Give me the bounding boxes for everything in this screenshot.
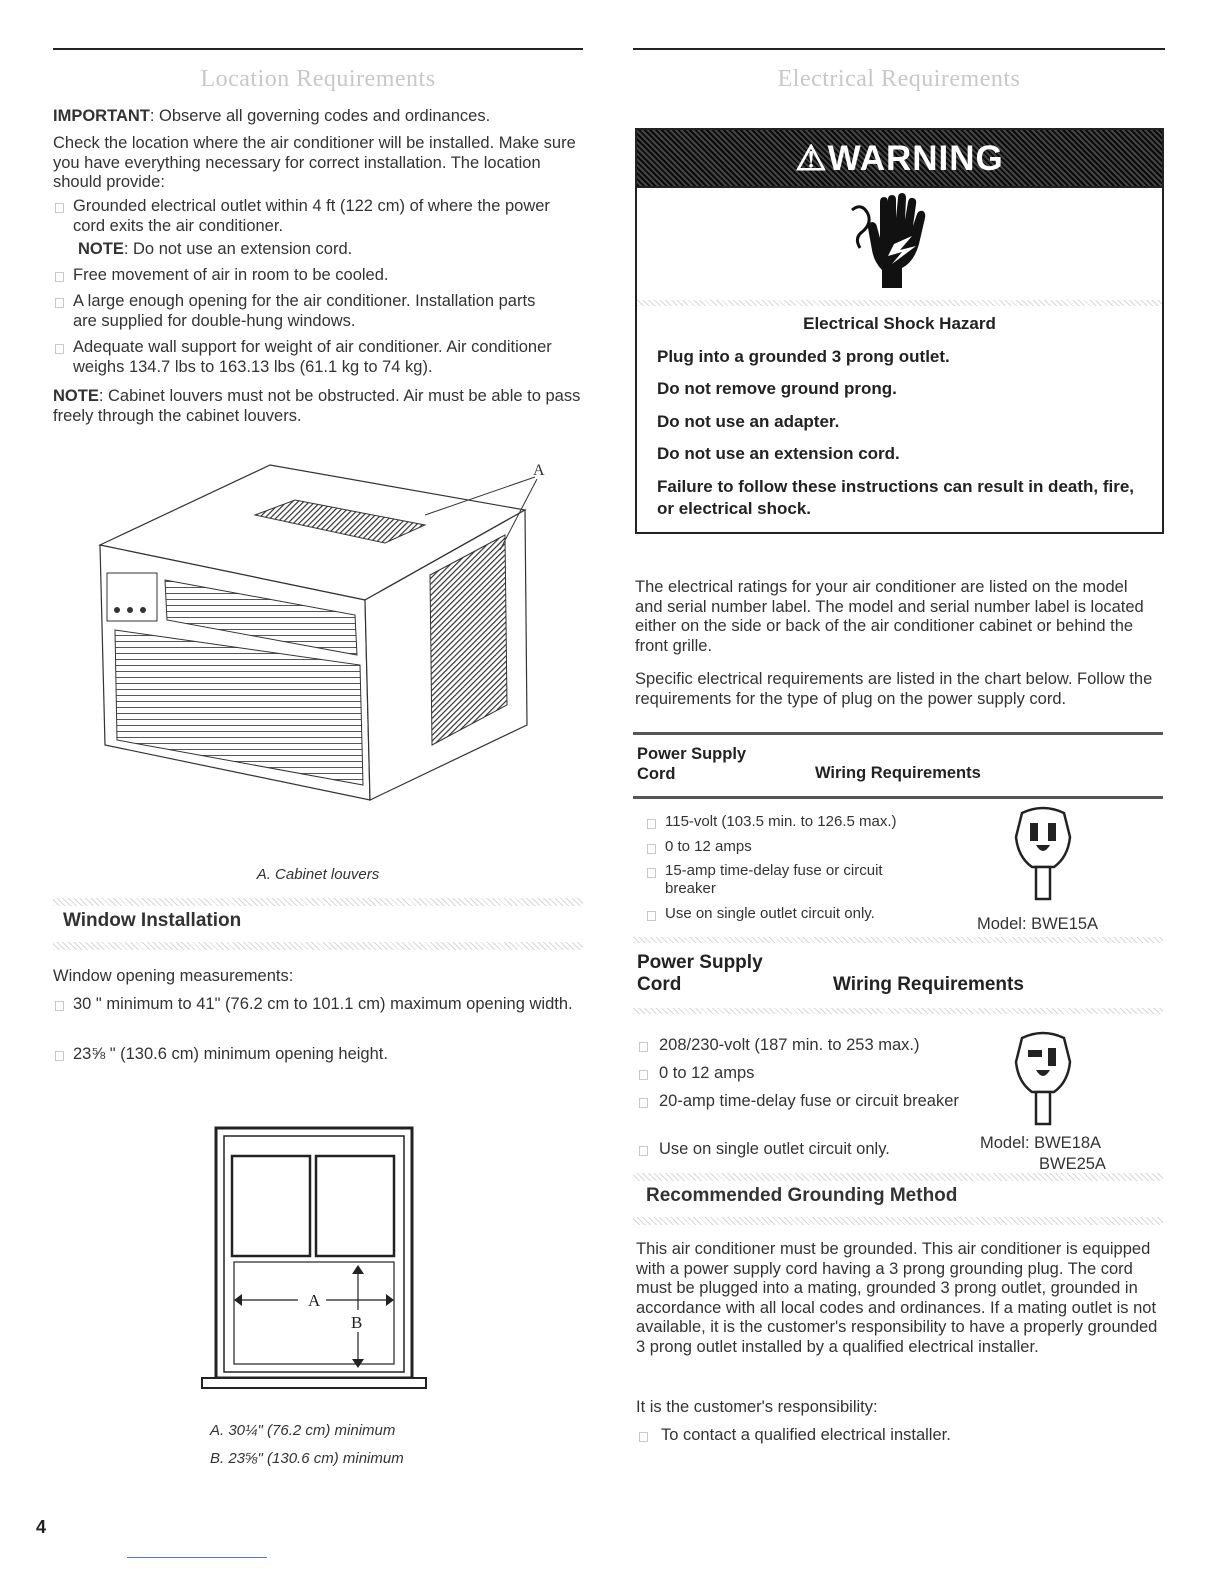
right-top-rule	[633, 48, 1165, 50]
table2-bullet-amps: 0 to 12 amps	[637, 1064, 979, 1084]
table1-col-wiring: Wiring Requirements	[815, 764, 981, 782]
grounding-title: Recommended Grounding Method	[646, 1185, 958, 1206]
important-label: IMPORTANT	[53, 107, 150, 125]
table1-col-power-supply	[637, 744, 746, 784]
location-bullet-air: Free movement of air in room to be cooled.	[53, 266, 563, 286]
electrical-requirements-title: Electrical Requirements	[777, 66, 1021, 92]
warning-banner: ⚠WARNING	[637, 130, 1162, 186]
cabinet-louvers-caption: A. Cabinet louvers	[256, 866, 380, 883]
table1-bottom-band	[633, 937, 1163, 943]
warning-separator-band	[637, 300, 1162, 306]
electrical-shock-hazard: Electrical Shock Hazard	[803, 314, 996, 333]
table1-col1-line2: Cord	[637, 765, 676, 783]
location-intro: Check the location where the air conditioner will be installed. Make sure you have everything necessary for correct installation. The location should provide:	[53, 134, 576, 191]
table1-header-rule	[633, 796, 1163, 799]
warning-line-2: Do not remove ground prong.	[657, 379, 897, 398]
dimension-label-b: B	[351, 1313, 363, 1332]
window-heading-bottom-band	[53, 942, 583, 950]
customer-responsibility: It is the customer's responsibility:	[636, 1398, 878, 1416]
table2-col1-line2: Cord	[637, 974, 682, 995]
footer-line	[127, 1557, 267, 1558]
location-bullet-wall: Adequate wall support for weight of air conditioner. Air conditioner weighs 134.7 lbs to 163.13 lbs (61.1 kg to 74 kg).	[53, 338, 583, 377]
caption-dimension-b: B. 23⅝" (130.6 cm) minimum	[210, 1450, 404, 1467]
electrical-ratings-paragraph: The electrical ratings for your air conditioner are listed on the model and serial number label. The model and serial number label is located either on the side or back of the air conditioner cabinet or behind the front grille.	[635, 578, 1144, 655]
location-bullet-opening: A large enough opening for the air conditioner. Installation parts are supplied for double-hung windows.	[53, 292, 563, 331]
table1-model: Model: BWE15A	[977, 915, 1099, 933]
window-diagram	[198, 1122, 430, 1392]
note-extension-cord	[78, 240, 558, 260]
table2-header-band	[633, 1008, 1163, 1014]
dimension-label-a: A	[308, 1291, 321, 1310]
warning-banner-bottom-rule	[637, 186, 1162, 188]
grounding-bullet-installer: To contact a qualified electrical installer.	[637, 1426, 1161, 1446]
warning-line-3: Do not use an adapter.	[657, 412, 840, 431]
note1-text: : Do not use an extension cord.	[123, 240, 353, 258]
table1-bullet-circuit: Use on single outlet circuit only.	[645, 905, 965, 923]
table2-bullet-circuit: Use on single outlet circuit only.	[637, 1140, 979, 1160]
table2-col1-line1: Power Supply	[637, 952, 763, 973]
warning-box	[635, 128, 1164, 534]
plug-20a-icon	[1010, 1030, 1076, 1130]
note2-text: : Cabinet louvers must not be obstructed. Air must be able to pass freely through the cabinet louvers.	[53, 387, 581, 425]
left-top-rule	[53, 48, 583, 50]
air-conditioner-illustration	[95, 455, 555, 815]
location-bullet-outlet: Grounded electrical outlet within 4 ft (122 cm) of where the power cord exits the air conditioner.	[53, 197, 563, 236]
window-intro: Window opening measurements:	[53, 967, 294, 985]
important-line	[53, 107, 583, 127]
table2-bullet-fuse: 20-amp time-delay fuse or circuit breaker	[637, 1092, 959, 1112]
note-louvers	[53, 387, 583, 426]
grounding-heading-bottom-band	[633, 1217, 1163, 1225]
table2-bullet-voltage: 208/230-volt (187 min. to 253 max.)	[637, 1036, 979, 1056]
table2-col-wiring: Wiring Requirements	[833, 974, 1024, 995]
window-heading-top-band	[53, 898, 583, 906]
plug-15a-icon	[1010, 805, 1076, 905]
table2-col-power-supply	[637, 952, 763, 996]
table2-model-2: BWE25A	[1039, 1155, 1106, 1173]
table1-top-rule	[633, 732, 1163, 735]
window-installation-title: Window Installation	[63, 910, 242, 931]
table1-bullet-fuse: 15-amp time-delay fuse or circuit breaker	[645, 862, 925, 898]
grounding-paragraph: This air conditioner must be grounded. This air conditioner is equipped with a power supply cord having a 3 prong grounding plug. The cord must be plugged into a mating, grounded 3 prong outlet, grounded in accordance with all local codes and ordinances. If a mating outlet is not available, it is the customer's responsibility to have a properly grounded 3 prong outlet installed by a qualified electrical installer.	[636, 1240, 1158, 1356]
location-requirements-title: Location Requirements	[200, 66, 436, 92]
electric-shock-hand-icon	[842, 192, 942, 292]
page-number: 4	[36, 1517, 47, 1537]
note2-label: NOTE	[53, 387, 99, 405]
window-bullet-width: 30 " minimum to 41" (76.2 cm to 101.1 cm) maximum opening width.	[53, 995, 583, 1015]
warning-line-1: Plug into a grounded 3 prong outlet.	[657, 347, 950, 366]
note1-label: NOTE	[78, 240, 124, 258]
table1-bullet-amps: 0 to 12 amps	[645, 838, 965, 856]
warning-line-4: Do not use an extension cord.	[657, 444, 900, 463]
important-text: : Observe all governing codes and ordinances.	[149, 107, 491, 125]
figure-label-a: A	[533, 462, 545, 479]
table2-model-1: Model: BWE18A	[980, 1134, 1102, 1152]
window-bullet-height: 23⅝ " (130.6 cm) minimum opening height.	[53, 1045, 583, 1065]
grounding-heading-top-band	[633, 1173, 1163, 1181]
table1-bullet-voltage: 115-volt (103.5 min. to 126.5 max.)	[645, 813, 965, 831]
electrical-chart-paragraph: Specific electrical requirements are listed in the chart below. Follow the requirements for the type of plug on the power supply cord.	[635, 670, 1153, 708]
caption-dimension-a: A. 30¼" (76.2 cm) minimum	[210, 1422, 396, 1439]
table1-col1-line1: Power Supply	[637, 745, 747, 763]
warning-line-5: Failure to follow these instructions can result in death, fire, or electrical shock.	[657, 477, 1135, 518]
